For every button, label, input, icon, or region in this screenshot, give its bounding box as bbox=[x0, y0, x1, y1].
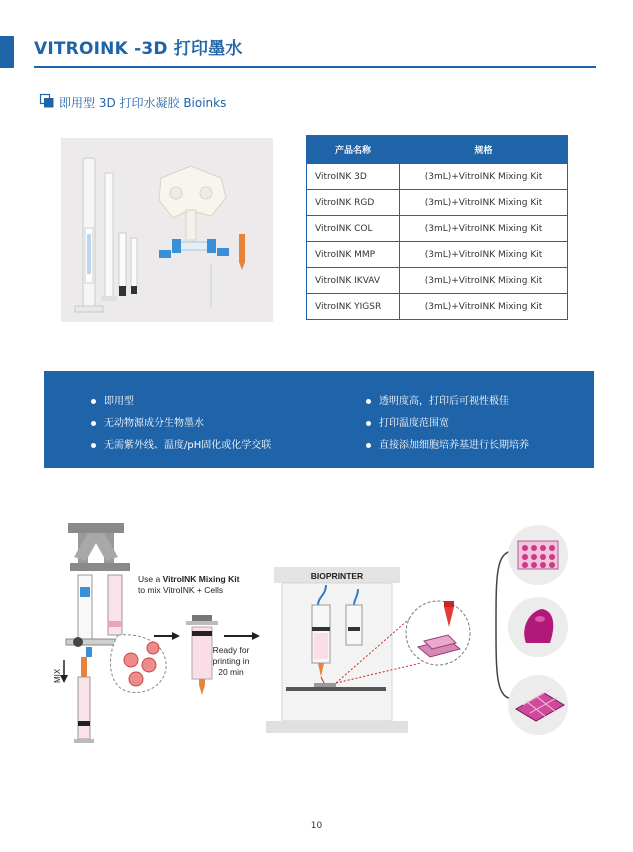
result-printed-shape bbox=[508, 597, 568, 657]
kit-instruction-line1: Use a VitroINK Mixing Kit bbox=[138, 574, 240, 584]
column-header-product: 产品名称 bbox=[307, 136, 400, 164]
table-row bbox=[307, 242, 568, 268]
feature-item: 即用型 bbox=[91, 392, 134, 407]
product-spec: (3mL)+VitroINK Mixing Kit bbox=[400, 294, 568, 320]
feature-item: 无需紫外线、温度/pH固化或化学交联 bbox=[91, 436, 271, 451]
result-printed-lattice bbox=[508, 675, 568, 735]
product-name: VitroINK 3D bbox=[307, 164, 400, 190]
bullet-icon bbox=[366, 399, 371, 404]
feature-box bbox=[44, 371, 594, 468]
mixed-syringe-illustration bbox=[186, 615, 218, 695]
ready-line1: Ready for bbox=[212, 645, 250, 655]
product-photo bbox=[61, 138, 273, 322]
feature-item: 打印温度范围宽 bbox=[366, 414, 449, 429]
ready-line2: printing in bbox=[212, 656, 250, 666]
product-spec: (3mL)+VitroINK Mixing Kit bbox=[400, 268, 568, 294]
table-row bbox=[307, 216, 568, 242]
bullet-icon bbox=[91, 421, 96, 426]
bioprinter-illustration bbox=[266, 567, 408, 733]
product-name: VitroINK COL bbox=[307, 216, 400, 242]
workflow-diagram bbox=[53, 515, 586, 755]
table-row bbox=[307, 164, 568, 190]
bullet-icon bbox=[91, 443, 96, 448]
product-name: VitroINK MMP bbox=[307, 242, 400, 268]
table-header-row bbox=[307, 136, 568, 164]
mixing-rig-illustration bbox=[60, 523, 166, 743]
column-header-spec: 规格 bbox=[400, 136, 568, 164]
product-spec: (3mL)+VitroINK Mixing Kit bbox=[400, 242, 568, 268]
zoom-circle bbox=[406, 601, 470, 665]
product-name: VitroINK RGD bbox=[307, 190, 400, 216]
arrow-right-icon bbox=[172, 632, 180, 640]
side-tab-marker bbox=[0, 36, 14, 68]
bioprinter-label: BIOPRINTER bbox=[310, 571, 364, 581]
kit-instruction-line2: to mix VitroINK + Cells bbox=[138, 585, 224, 595]
double-square-icon bbox=[40, 94, 54, 108]
feature-item: 直接添加细胞培养基进行长期培养 bbox=[366, 436, 529, 451]
title-divider bbox=[34, 66, 596, 68]
product-spec: (3mL)+VitroINK Mixing Kit bbox=[400, 164, 568, 190]
bullet-icon bbox=[366, 421, 371, 426]
product-spec: (3mL)+VitroINK Mixing Kit bbox=[400, 190, 568, 216]
page-title: VITROINK -3D 打印墨水 bbox=[34, 39, 243, 59]
section-title: 即用型 3D 打印水凝胶 Bioinks bbox=[59, 96, 227, 110]
arrow-right-icon bbox=[252, 632, 260, 640]
product-name: VitroINK IKVAV bbox=[307, 268, 400, 294]
result-well-plate bbox=[508, 525, 568, 585]
bullet-icon bbox=[366, 443, 371, 448]
table-row bbox=[307, 268, 568, 294]
page-number: 10 bbox=[310, 821, 323, 831]
table-row bbox=[307, 190, 568, 216]
ready-line3: 20 min bbox=[218, 667, 244, 677]
spec-table bbox=[306, 135, 568, 320]
product-name: VitroINK YIGSR bbox=[307, 294, 400, 320]
feature-item: 无动物源成分生物墨水 bbox=[91, 414, 204, 429]
feature-item: 透明度高，打印后可视性极佳 bbox=[366, 392, 509, 407]
bullet-icon bbox=[91, 399, 96, 404]
mix-label: MIX bbox=[53, 668, 62, 683]
product-spec: (3mL)+VitroINK Mixing Kit bbox=[400, 216, 568, 242]
table-row bbox=[307, 294, 568, 320]
